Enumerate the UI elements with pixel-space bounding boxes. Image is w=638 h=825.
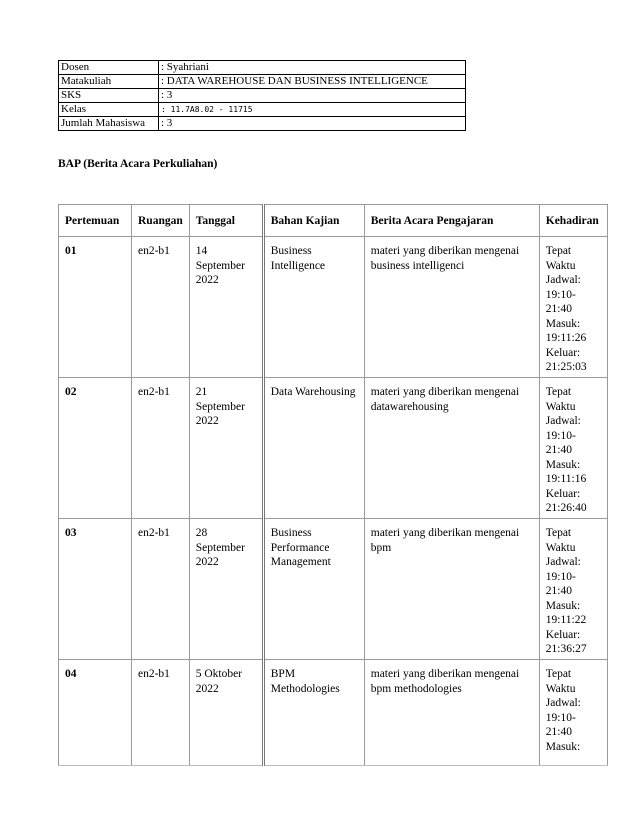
info-row-dosen bbox=[59, 61, 466, 75]
column-header-berita-acara: Berita Acara Pengajaran bbox=[364, 205, 539, 237]
info-row-matakuliah bbox=[59, 75, 466, 89]
cell-kehadiran: Tepat Waktu Jadwal: 19:10-21:40 Masuk: 19:11:16 Keluar: 21:26:40 bbox=[539, 378, 607, 519]
column-header-ruangan: Ruangan bbox=[132, 205, 190, 237]
cell-pertemuan: 04 bbox=[59, 660, 132, 766]
info-row-kelas bbox=[59, 103, 466, 117]
table-row bbox=[59, 237, 608, 378]
info-label: Jumlah Mahasiswa bbox=[59, 117, 159, 131]
course-info-table bbox=[58, 60, 466, 131]
cell-pertemuan: 01 bbox=[59, 237, 132, 378]
cell-pertemuan: 03 bbox=[59, 519, 132, 660]
table-header-row bbox=[59, 205, 608, 237]
cell-tanggal: 14 September 2022 bbox=[189, 237, 263, 378]
cell-tanggal: 5 Oktober 2022 bbox=[189, 660, 263, 766]
cell-bahan-kajian: Data Warehousing bbox=[263, 378, 364, 519]
column-header-pertemuan: Pertemuan bbox=[59, 205, 132, 237]
info-value: : DATA WAREHOUSE DAN BUSINESS INTELLIGENCE bbox=[159, 75, 466, 89]
cell-bahan-kajian: Business Intelligence bbox=[263, 237, 364, 378]
cell-berita-acara: materi yang diberikan mengenai bpm bbox=[364, 519, 539, 660]
info-label: Kelas bbox=[59, 103, 159, 117]
table-row bbox=[59, 378, 608, 519]
cell-ruangan: en2-b1 bbox=[132, 660, 190, 766]
cell-kehadiran: Tepat Waktu Jadwal: 19:10-21:40 Masuk: 19:11:22 Keluar: 21:36:27 bbox=[539, 519, 607, 660]
info-row-sks bbox=[59, 89, 466, 103]
column-header-kehadiran: Kehadiran bbox=[539, 205, 607, 237]
table-row bbox=[59, 519, 608, 660]
cell-ruangan: en2-b1 bbox=[132, 378, 190, 519]
cell-berita-acara: materi yang diberikan mengenai bpm methodologies bbox=[364, 660, 539, 766]
cell-bahan-kajian: BPM Methodologies bbox=[263, 660, 364, 766]
info-value: : 3 bbox=[159, 117, 466, 131]
info-label: Matakuliah bbox=[59, 75, 159, 89]
cell-ruangan: en2-b1 bbox=[132, 519, 190, 660]
cell-ruangan: en2-b1 bbox=[132, 237, 190, 378]
info-value: : Syahriani bbox=[159, 61, 466, 75]
cell-bahan-kajian: Business Performance Management bbox=[263, 519, 364, 660]
cell-berita-acara: materi yang diberikan mengenai datawarehousing bbox=[364, 378, 539, 519]
cell-pertemuan: 02 bbox=[59, 378, 132, 519]
info-label: SKS bbox=[59, 89, 159, 103]
info-row-jumlah-mahasiswa bbox=[59, 117, 466, 131]
column-header-bahan-kajian: Bahan Kajian bbox=[263, 205, 364, 237]
cell-kehadiran: Tepat Waktu Jadwal: 19:10-21:40 Masuk: 19:11:26 Keluar: 21:25:03 bbox=[539, 237, 607, 378]
table-row bbox=[59, 660, 608, 766]
cell-kehadiran: Tepat Waktu Jadwal: 19:10-21:40 Masuk: bbox=[539, 660, 607, 766]
info-value: : 3 bbox=[159, 89, 466, 103]
cell-tanggal: 28 September 2022 bbox=[189, 519, 263, 660]
cell-tanggal: 21 September 2022 bbox=[189, 378, 263, 519]
bap-title: BAP (Berita Acara Perkuliahan) bbox=[58, 158, 218, 170]
bap-table bbox=[58, 204, 608, 766]
column-header-tanggal: Tanggal bbox=[189, 205, 263, 237]
info-label: Dosen bbox=[59, 61, 159, 75]
info-value: : 11.7A8.02 - 11715 bbox=[159, 103, 466, 117]
cell-berita-acara: materi yang diberikan mengenai business intelligenci bbox=[364, 237, 539, 378]
